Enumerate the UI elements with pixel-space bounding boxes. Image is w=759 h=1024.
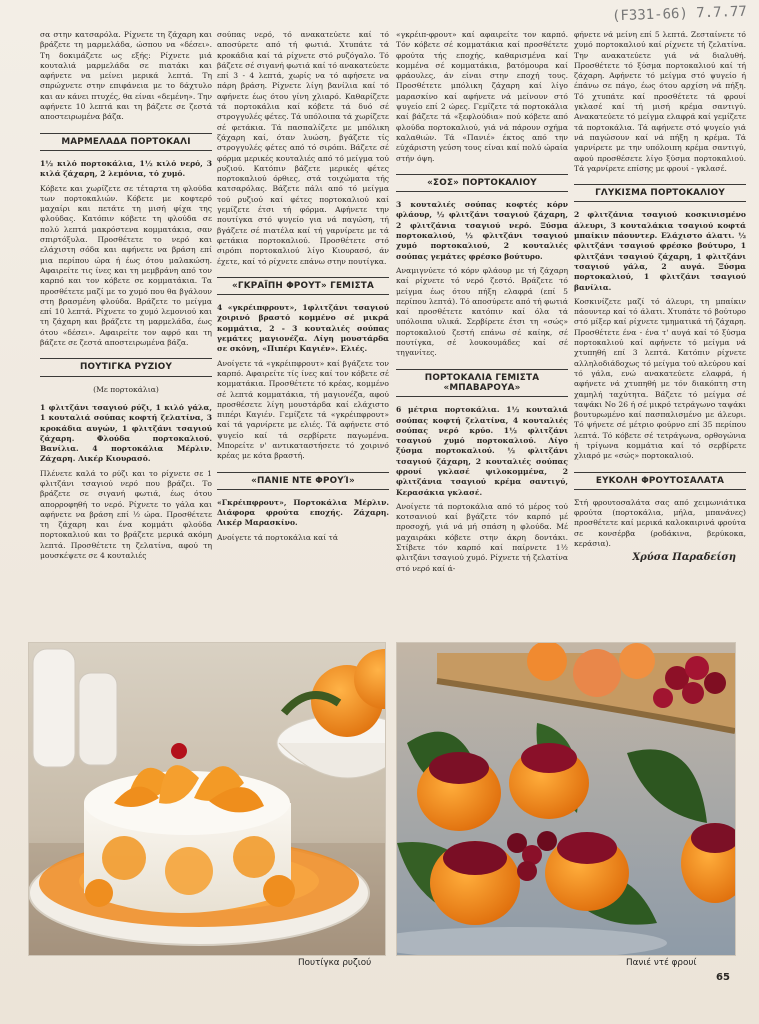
panier-illustration <box>397 643 735 955</box>
paragraph: Ανοίγετε τά πορτοκάλια από τό μέρος τού κοτσανιού καί βγάζετε τόν καρπό μέ προσοχή, γιά νά μή σπάση η φλούδα. Μέ μαχαιράκι κόβετε στην άκρη δοντάκι. Στίβετε τόν καρπό καί παίρνετε 1½ φλιτζάνι τσαγιού χυμό. Ρίχνετε τή ζελατίνα στό νερό καί ά- <box>396 501 568 573</box>
paragraph: «γκρέιπ-φρουτ» καί αφαιρείτε τον καρπό. Τόν κόβετε σέ κομματάκια καί προσθέτετε φρούτα τής εποχής, καθαρισμένα καί κομμένα σέ κομματάκια, βατόμουρα καί φράουλες, άν είναι στην εποχή τους. Προσθέτετε μπόλικη ζάχαρη καί λίγο μαρασκίνο καί αφήνετε νά μείνουν στό ψυγείο επί 2 ώρες. Γεμίζετε τά πορτοκάλια καί βάζετε τά «ξεφλούδια» πού κόβετε από φλούδα πορτοκαλιού, γιά νά πάρουν σχήμα καλαθιών. Τά «Πανιέ» έκτος από την εύχάριστη γεύση τους είναι καί πολύ ώραία στήν όψη. <box>396 30 568 163</box>
recipe-heading-bavarois: ΠΟΡΤΟΚΑΛΙΑ ΓΕΜΙΣΤΑ «ΜΠΑΒΑΡΟΥΑ» <box>396 369 568 398</box>
ingredients: 2 φλιτζάνια τσαγιού κοσκινισμένο άλευρι, 3 κουταλάκια τσαγιού κοφτά μπαίκιν πάουντερ. Ελάχιστο άλατι. ½ φλιτζάνι τσαγιού φρέσκο βούτυρο, 1 φλιτζάνι τσαγιού ζάχαρη, 1 φλιτζάνι τσαγιού γάλα, 2 αυγά. Ξύσμα πορτοκαλιού, 1 φλιτζάνι τσαγιού βανίλια. <box>574 210 746 292</box>
rice-pudding-illustration <box>29 643 385 955</box>
paragraph: Κοσκινίζετε μαζί τό άλευρι, τη μπαίκιν πάουντερ καί τό άλατι. Χτυπάτε τό βούτυρο στό μίξερ καί ρίχνετε τμηματικά τή ζάχαρη. Προσθέτετε ένα - ένα τ' αυγά καί τό ξύσμα πορτοκαλιού καί αφήνετε τό μείγμα νά χτυπηθή επί 3 λεπτά. Κατόπιν ρίχνετε αλληλοδιάδοχως τό μείγμα τού αλεύρου καί τό γάλα, ενώ ανακατεύετε ελαφρά, ή αφήνετε νά χτυπηθή με τόν διακόπτη στη χαμηλή ταχύτητα. Βάζετε τό μείγμα σέ ταψάκι Νο 26 ή σέ μικρό τετράγωνο ταψάκι βουτυρωμένο καί πασπαλισμένο με άλευρι. Τό ψήνετε σέ μέτριο φούρνο επί 35 περίπου λεπτά. Τό κόβετε σέ τετράγωνα, ορθογώνια ή τρίγωνα κομμάτια καί τό σερβίρετε χλιαρό με «σώς» πορτοκαλιού. <box>574 296 746 461</box>
ingredients: 1½ κιλό πορτοκάλια, 1½ κιλό νερό, 3 κιλά ζάχαρη, 2 λεμόνια, τό χυμό. <box>40 158 212 179</box>
ingredients: 6 μέτρια πορτοκάλια. 1½ κουταλιά σούπας κοφτή ζελατίνα, 4 κουταλιές σούπας νερό κρύο. 1½ φλιτζάνι τσαγιού χυμό πορτοκαλιού. Λίγο ξύσμα πορτοκαλιού. ½ φλιτζάνι τσαγιού ζάχαρη, 2 κουταλιές σούπας φρουί γκλασέ ψιλοκομμένα, 2 φλιτζάνια τσαγιού κρέμα σαντιγύ, Κερασάκια γκλασέ. <box>396 405 568 497</box>
ingredients: 3 κουταλιές σούπας κοφτές κόρν φλάουρ, ½ φλιτζάνι τσαγιού ζάχαρη, 2 φλιτζάνια τσαγιού νερό. Ξύσμα πορτοκαλιού, ½ φλιτζάνι τσαγιού χυμό πορτοκαλιού, 2 κουταλιές σούπας γεμάτες φρέσκο βούτυρο. <box>396 200 568 261</box>
photo-panier-de-fruits <box>396 642 736 956</box>
recipe-heading-marmalade: ΜΑΡΜΕΛΑΔΑ ΠΟΡΤΟΚΑΛΙ <box>40 133 212 151</box>
text-column-1 <box>40 30 212 565</box>
author-signature: Χρύσα Παραδείση <box>632 552 736 564</box>
paragraph: Ανοίγετε τά πορτοκάλια καί τά <box>217 532 339 542</box>
ingredients: 1 φλιτζάνι τσαγιού ρύζι, 1 κιλό γάλα, 1 κουταλιά σούπας κοφτή ζελατίνα, 3 κροκάδια αυγών, 1 φλιτζάνι τσαγιού ζάχαρη. Φλούδα πορτοκαλιού. Βανίλια. 4 πορτοκάλια Μέρλιν. Ζάχαρη. Λικέρ Κιουρασό. <box>40 402 212 464</box>
photo-caption-left: Πουτίγκα ρυζιού <box>298 958 372 968</box>
paragraph: Πλένετε καλά το ρύζι και το ρίχνετε σε 1 φλιτζάνι τσαγιού νερό που βράζει. Το βράζετε σε σιγανή φωτιά, έως ότου απορροφηθή το νερό. Ρίχνετε το γάλα και αφήνετε να βράση επί ½ ώρα. Προσθέτετε τη ζάχαρη και ένα κομμάτι φλούδα πορτοκαλιού και το βράζετε μερικά ακόμη λεπτά. Προσθέτετε τη ζελατίνα, αφού τη μουσκέψετε σε 4 κουταλιές <box>40 468 212 561</box>
recipe-heading-grapefruit: «ΓΚΡΑΪΠΗ ΦΡΟΥΤ» ΓΕΜΙΣΤΑ <box>217 277 389 295</box>
text-column-3 <box>396 30 568 578</box>
recipe-subtitle: (Με πορτοκάλια) <box>93 384 159 394</box>
paragraph: Ανοίγετε τά «γκρέιπφρουτ» καί βγάζετε τον καρπό. Αφαιρείτε τίς ίνες καί τον κόβετε σέ κομματάκια. Προσθέτετε τό κρέας, κομμένο σέ λεπτά κομματάκια, τή μαγιονέζα, αφού προσθέσετε λίγη μουστάρδα καί ελάχιστο πιπέρι Καγιέν. Γεμίζετε τά «γκρέιπφρουτ» καί τά γαρνίρετε με ελιές. Τά αφήνετε στό ψυγείο καί τά σερβίρετε παγωμένα. Μπορείτε ν' αντικαταστήσετε τό χοιρινό κρέας με κότα βραστή. <box>217 358 389 461</box>
paragraph: σα στην κατσαρόλα. Ρίχνετε τη ζάχαρη και βράζετε τη μαρμελάδα, ώσπου να «δέσει». Τη δοκιμάζετε ως εξής: Ρίχνετε μιά κουταλιά μαρμελάδα σε πιατάκι και αφήνετε να μείνει μερικά λεπτά. Τη σπρώχνετε στην επιφάνεια με το δάχτυλο και αν κάνει πτυχές, θα είναι «δεμένη». Την αφήνετε 10 λεπτά και τη βάζετε σε ζεστά αποστειρωμένα βάζα. <box>40 30 212 122</box>
paragraph: Κόβετε και χωρίζετε σε τέταρτα τη φλούδα των πορτοκαλιών. Κόβετε με κοφτερό μαχαίρι και πετάτε τη μισή φίχα της φλούδας. Κατόπιν κόβετε τη φλούδα σε πολύ λεπτά μακρόστενα κομματάκια, σαν σπιρτόξυλα. Προσθέτετε το νερό και ελάχιστη σόδα και αφήνετε να βράση επί μια περίπου ώρα ή έως ότου μαλακώση. Αφαιρείτε τις ίνες και τη μεμβράνη από τον καρπό και τον κόβετε σε κομματάκια. Τα προσθέτετε μαζί με το χυμό που θα βγάλουν στη βρασμένη φλούδα. Βράζετε το μείγμα επί 10 λεπτά. Ρίχνετε το χυμό λεμονιού και τη ζάχαρη και βράζετε τη μαρμελάδα, έως ότου «δέσει». Αφαιρείτε τον αφρό και τη βάζετε σε ζεστά αποστειρωμένα βάζα. <box>40 183 212 348</box>
recipe-heading-orange-cake: ΓΛΥΚΙΣΜΑ ΠΟΡΤΟΚΑΛΙΟΥ <box>574 184 746 202</box>
recipe-heading-rice-pudding: ΠΟΥΤΙΓΚΑ ΡΥΖΙΟΥ <box>40 358 212 376</box>
paragraph: σούπας νερό, τό ανακατεύετε καί τό αποσύρετε από τή φωτιά. Χτυπάτε τά κροκάδια καί τά ρίχνετε στό ρυζόγαλο. Τό βάζετε σέ σιγανή φωτιά καί τό ανακατεύετε επί 3 - 4 λεπτά, χωρίς να τό αφήσετε να πάρη βράση. Ρίχνετε λίγη βανίλια καί τό αφήνετε έως ότου γίνη χλιαρό. Καθαρίζετε τά πορτοκάλια καί κόβετε τά δυό σέ στρογγυλές φέτες. Τά υπόλοιπα τά χωρίζετε σέ φετάκια. Τά πασπαλίζετε με μπόλικη ζάχαρη καί, όταν λυώση, βγάζετε τίς στρογγυλές φέτες από τό σιρόπι. Βάζετε σέ φόρμα μερικές κουταλιές από τό μείγμα τού ρυζιού. Κατόπιν βάζετε μερικές φέτες πορτοκαλιού όρθιες, στά τοιχώματα τής κατσαρόλας. Βάζετε πάλι από τό μείγμα τού ρυζιού καί φέτες πορτοκαλιού καί γεμίζετε έτσι τή φόρμα. Αφήνετε την πουτίγκα στό ψυγείο για νά παγώση, τή βγάζετε σέ πιατέλα καί τή γαρνίρετε με τά φετάκια πορτοκαλιού. Προσθέτετε στό σιρόπι πορτοκαλιού λίγο Κιουρασό, άν έχετε, καί τό ρίχνετε επάνω στην πουτίγκα. <box>217 30 389 266</box>
photo-rice-pudding <box>28 642 386 956</box>
paragraph: Αναμιγνύετε τό κόρν φλάουρ με τή ζάχαρη καί ρίχνετε τό νερό ζεστό. Βράζετε τό μείγμα έως ότου πήξη ελαφρά (επί 5 περίπου λεπτά). Τό αποσύρετε από τή φωτιά καί προσθέτετε κατόπιν καί όλα τά υπόλοιπα υλικά. Σερβίρετε έτσι τη «σώς» πορτοκαλιού ζεστή επάνω σέ καίηκ, σέ πουτίγκα, σέ λουκουμάδες καί σέ τηγανίτες. <box>396 265 568 358</box>
paragraph: φήνετε νά μείνη επί 5 λεπτά. Ζεσταίνετε τό χυμό πορτοκαλιού καί ρίχνετε τή ζελατίνα. Την ανακατεύετε γιά νά διαλυθή. Προσθέτετε τό ξύσμα πορτοκαλιού καί τή ζάχαρη. Αφήνετε τό μείγμα στό ψυγείο ή έπάνω σε πάγο, έως ότου αρχίση νά πήξη. Τό χτυπάτε καί προσθέτετε τά φρουί γκλασέ καί τή μισή κρέμα σαντιγύ. Ανακατεύετε τό μείγμα ελαφρά καί γεμίζετε τά πορτοκάλια. Τά αφήνετε στό ψυγείο γιά νά παγώσουν καί νά πήξη η κρέμα. Τά γαρνίρετε με την υπόλοιπη κρέμα σαντιγύ, αφού προσθέσετε λίγο ξύσμα πορτοκαλιού. Τά γαρνίρετε επίσης με φρουί - γκλασέ. <box>574 30 746 173</box>
paragraph: Στή φρουτοσαλάτα σας από χειμωνιάτικα φρούτα (πορτοκάλια, μήλα, μπανάνες) προσθέτετε καί μερικά καλοκαιρινά φρούτα σε κονσέρβα (ροδάκινα, βερύκοκα, κεράσια). <box>574 497 746 549</box>
handwritten-note: (F331-66) 7.7.77 <box>611 3 748 25</box>
photo-caption-right: Πανιέ ντέ φρουί <box>626 958 697 968</box>
ingredients: 4 «γκρέιπφρουτ», 1φλιτζάνι τσαγιού χοιρινό βραστό κομμένο σέ μικρά κομμάτια, 2 - 3 κουταλιές σούπας γεμάτες μαγιονέζα. Λίγη μουστάρδα σε σκόνη, «Πιπέρι Καγιέν». Ελιές. <box>217 303 389 354</box>
text-column-4 <box>574 30 746 564</box>
recipe-heading-orange-sauce: «ΣΟΣ» ΠΟΡΤΟΚΑΛΙΟΥ <box>396 174 568 192</box>
page-number: 65 <box>716 972 730 983</box>
ingredients: «Γκρέιπφρουτ», Πορτοκάλια Μέρλιν. Διάφορα φρούτα εποχής. Ζάχαρη. Λικέρ Μαρασκίνο. <box>217 497 389 528</box>
text-column-2 <box>217 30 389 547</box>
recipe-heading-fruit-salad: ΕΥΚΟΛΗ ΦΡΟΥΤΟΣΑΛΑΤΑ <box>574 472 746 490</box>
recipe-heading-panier: «ΠΑΝΙΕ ΝΤΕ ΦΡΟΥΊ» <box>217 472 389 490</box>
